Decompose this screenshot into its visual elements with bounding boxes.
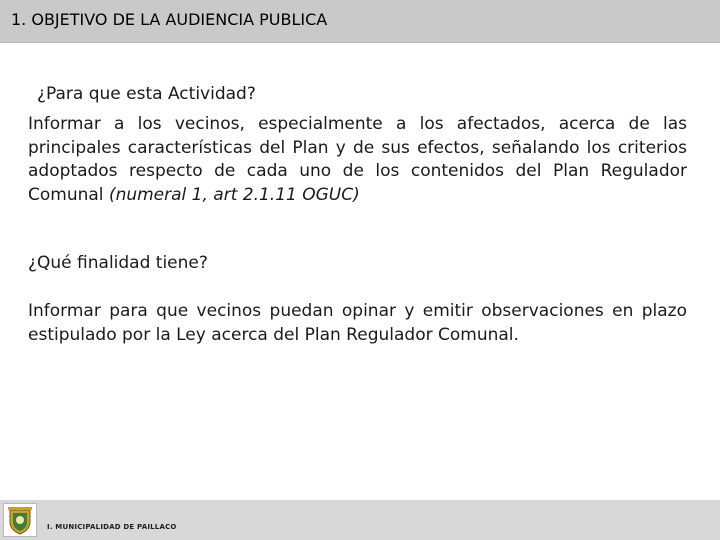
page-title: 1. OBJETIVO DE LA AUDIENCIA PUBLICA (11, 10, 328, 29)
header-bar (0, 0, 720, 43)
legal-citation: (numeral 1, art 2.1.11 OGUC) (108, 184, 360, 205)
question-activity-purpose: ¿Para que esta Actividad? (37, 84, 256, 104)
footer-municipality-name: I. MUNICIPALIDAD DE PAILLACO (47, 523, 177, 531)
answer-finality: Informar para que vecinos puedan opinar y emitir observaciones en plazo estipulado por la Ley acerca del Plan Regulador Comunal. (28, 301, 687, 345)
question-finality: ¿Qué finalidad tiene? (28, 253, 208, 273)
answer-activity-purpose-text: Informar a los vecinos, especialmente a los afectados, acerca de las principales características del Plan y de sus efectos, señalando los criterios adoptados respecto de cada uno de los contenidos del Plan Regulador Comunal (28, 114, 687, 205)
municipal-crest-icon (3, 503, 37, 537)
municipal-crest-graphic (4, 504, 36, 536)
answer-activity-purpose (28, 113, 687, 207)
footer-bar (0, 500, 720, 540)
